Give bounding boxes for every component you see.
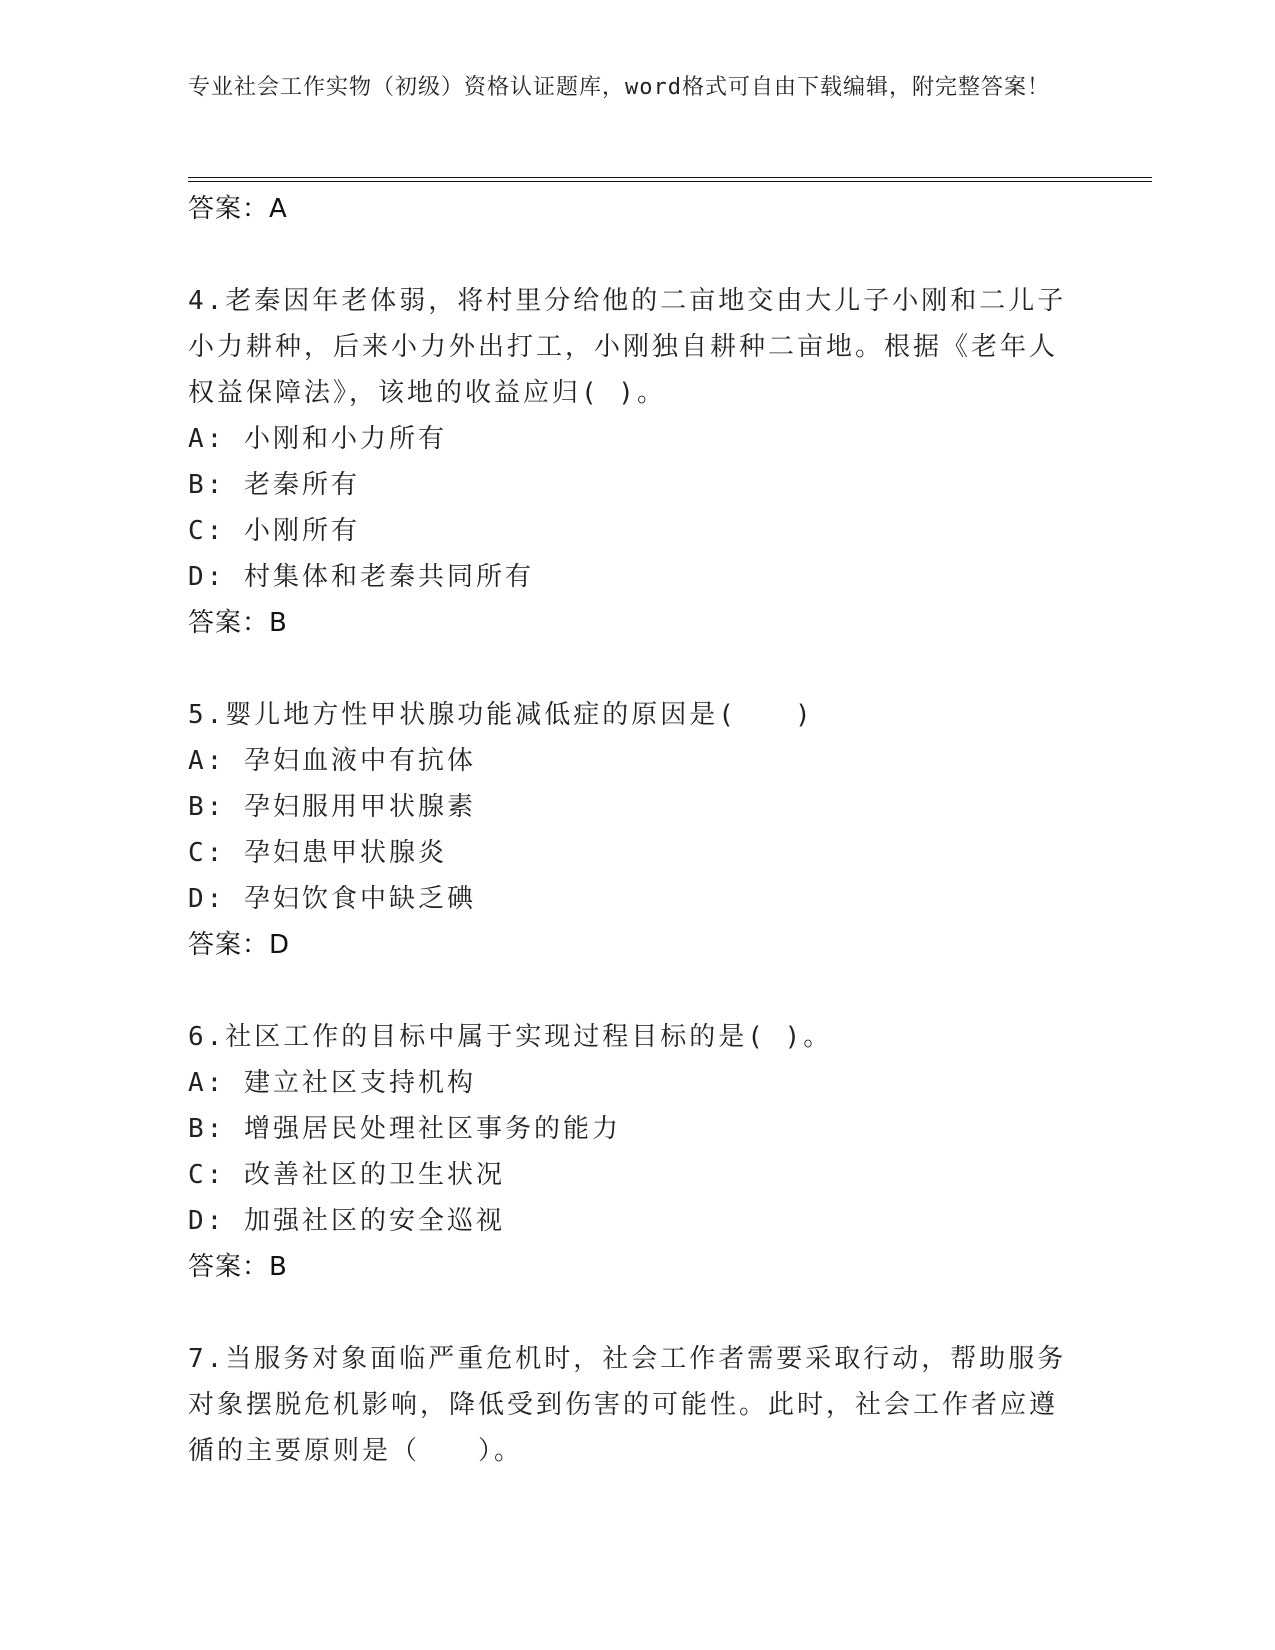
question-block [188, 1336, 1068, 1474]
option-c: C: 改善社区的卫生状况 [188, 1160, 505, 1190]
header-divider-second [188, 181, 1152, 182]
answer-label: 答案：B [188, 1252, 288, 1282]
question-content [188, 186, 1068, 1474]
option-d: D: 孕妇饮食中缺乏碘 [188, 884, 476, 914]
option-a: A: 孕妇血液中有抗体 [188, 746, 476, 776]
question-block [188, 278, 1068, 646]
answer-label: 答案：D [188, 930, 291, 960]
option-b: B: 孕妇服用甲状腺素 [188, 792, 476, 822]
question-block [188, 692, 1068, 968]
question-stem: 7.当服务对象面临严重危机时，社会工作者需要采取行动，帮助服务对象摆脱危机影响，降低受到伤害的可能性。此时，社会工作者应遵循的主要原则是（ ）。 [188, 1344, 1067, 1466]
option-c: C: 小刚所有 [188, 516, 360, 546]
option-b: B: 老秦所有 [188, 470, 360, 500]
option-d: D: 村集体和老秦共同所有 [188, 562, 534, 592]
option-c: C: 孕妇患甲状腺炎 [188, 838, 447, 868]
option-a: A: 建立社区支持机构 [188, 1068, 476, 1098]
header-divider [188, 177, 1152, 178]
question-stem: 5.婴儿地方性甲状腺功能减低症的原因是( ) [188, 700, 814, 730]
answer-label: 答案：A [188, 194, 288, 224]
option-d: D: 加强社区的安全巡视 [188, 1206, 505, 1236]
question-block [188, 1014, 1068, 1290]
page-header: 专业社会工作实物（初级）资格认证题库，word格式可自由下载编辑，附完整答案！ [188, 75, 1050, 100]
question-stem: 4.老秦因年老体弱，将村里分给他的二亩地交由大儿子小刚和二儿子小力耕种，后来小力外出打工，小刚独自耕种二亩地。根据《老年人权益保障法》，该地的收益应归( )。 [188, 286, 1067, 408]
option-a: A: 小刚和小力所有 [188, 424, 447, 454]
question-stem: 6.社区工作的目标中属于实现过程目标的是( )。 [188, 1022, 833, 1052]
option-b: B: 增强居民处理社区事务的能力 [188, 1114, 621, 1144]
answer-label: 答案：B [188, 608, 288, 638]
